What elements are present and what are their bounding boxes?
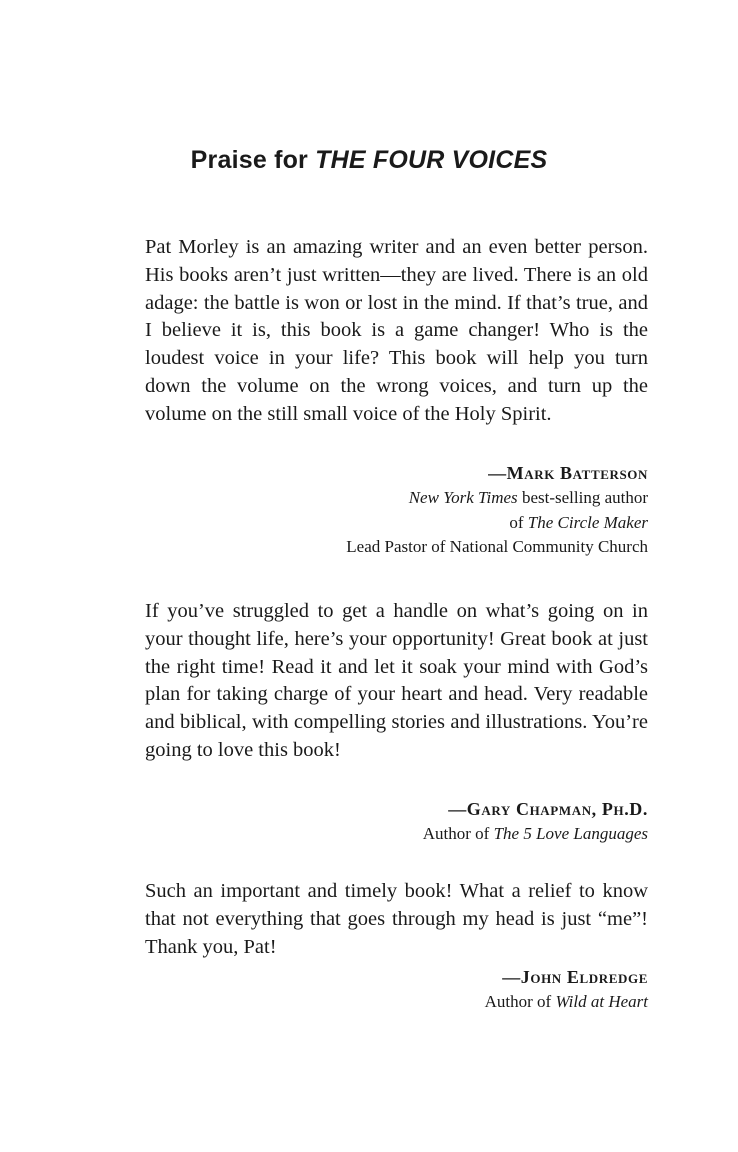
quote-text: Pat Morley is an amazing writer and an even better person. His books aren’t just written—they are lived. There is an old adage: the battle is won or lost in the mind. If that’s true, and I believe it is, this book is a game changer! Who is the loudest voice in your life? This book will help you turn down the volume on the wrong voices, and turn up the volume on the still small voice of the Holy Spirit. — [145, 236, 648, 425]
endorser-credit-line — [145, 822, 648, 847]
endorsement-attribution-chapman — [145, 796, 648, 847]
credit-italic: The Circle Maker — [527, 512, 648, 532]
endorsement-attribution-eldredge — [145, 964, 648, 1015]
endorsement-quote-chapman — [145, 598, 648, 765]
credit-text: best-selling author — [517, 488, 648, 507]
endorser-name: —John Eldredge — [502, 967, 648, 987]
endorser-name: —Gary Chapman, Ph.D. — [448, 799, 648, 819]
quote-text: If you’ve struggled to get a handle on what’s going on in your thought life, here’s your opportunity! Great book at just the right time! Read it and let it soak your mind with God’s plan for taking charge of your heart and head. Very readable and biblical, with compelling stories and illustrations. You’re going to love this book! — [145, 600, 648, 761]
credit-italic: New York Times — [408, 488, 518, 507]
endorser-credit-line — [145, 990, 648, 1015]
endorser-credit-line — [145, 511, 648, 536]
credit-text: of — [509, 512, 528, 532]
book-title: THE FOUR VOICES — [315, 146, 548, 174]
credit-text: Author of — [484, 992, 556, 1011]
endorser-credit-line — [145, 486, 648, 511]
quote-text: Such an important and timely book! What a relief to know that not everything that goes through my head is just “me”! Thank you, Pat! — [145, 880, 648, 958]
credit-italic: The 5 Love Languages — [493, 824, 648, 843]
endorsement-quote-batterson — [145, 234, 648, 429]
page-title — [0, 146, 738, 175]
credit-italic: Wild at Heart — [555, 992, 648, 1011]
endorser-credit-line: Lead Pastor of National Community Church — [346, 537, 648, 556]
endorser-name: —Mark Batterson — [488, 463, 648, 483]
endorsement-attribution-batterson — [145, 460, 648, 560]
title-prefix: Praise for — [190, 146, 316, 174]
credit-text: Author of — [422, 824, 494, 843]
endorsement-quote-eldredge — [145, 878, 648, 961]
